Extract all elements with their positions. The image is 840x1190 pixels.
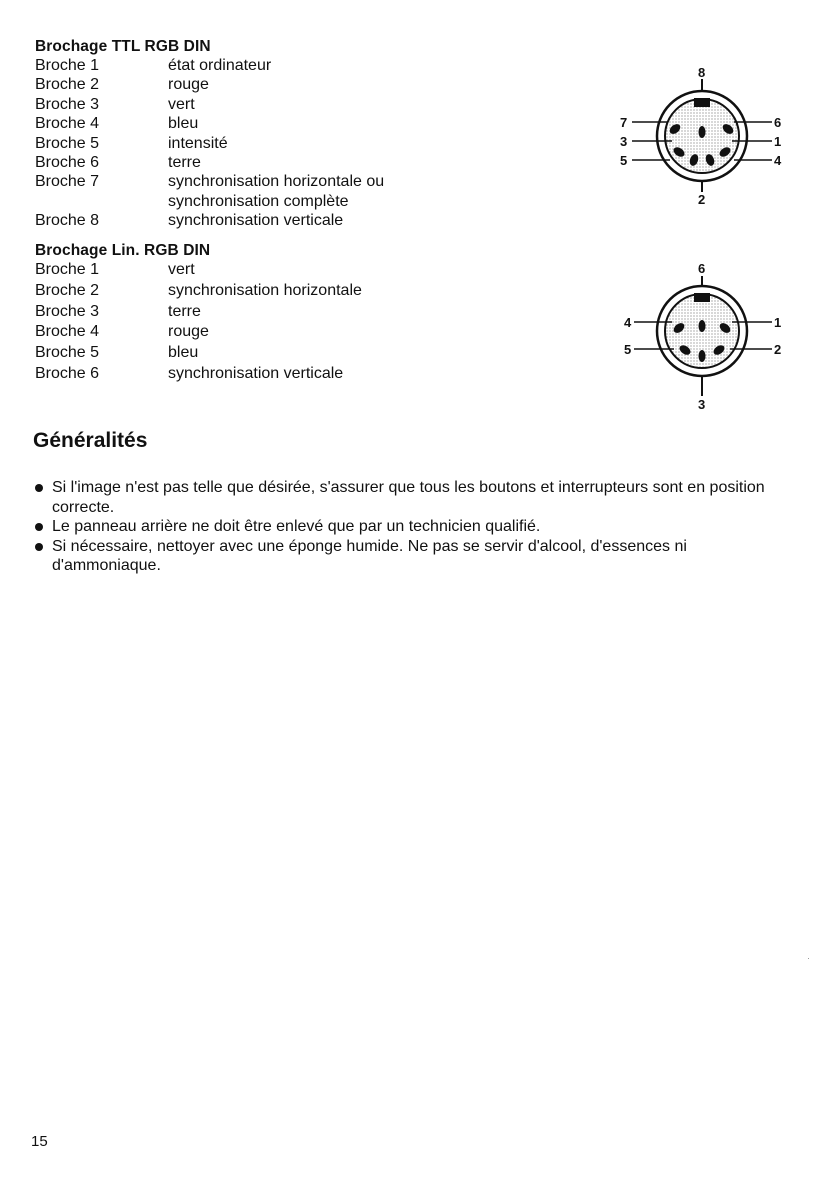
table-row — [35, 192, 384, 211]
table-row — [35, 281, 362, 302]
general-heading: Généralités — [33, 429, 148, 452]
pin-description: synchronisation verticale — [168, 364, 344, 382]
pin-description: rouge — [168, 323, 209, 341]
pin-description: synchronisation horizontale — [168, 281, 362, 299]
pin-description: synchronisation verticale — [168, 212, 344, 230]
pin-description: vert — [168, 95, 195, 113]
pin-label: Broche 1 — [35, 261, 100, 278]
table-row — [35, 260, 362, 281]
pin-label: Broche 3 — [35, 95, 100, 113]
pin-description: état ordinateur — [168, 57, 272, 74]
lin-pinout-table — [35, 260, 362, 385]
pin-label: Broche 2 — [35, 76, 100, 94]
pin-label: Broche 6 — [35, 154, 100, 172]
pin-number-label: 8 — [698, 65, 706, 80]
bullet-icon — [35, 484, 43, 492]
bullet-icon — [35, 523, 43, 531]
pin-description: bleu — [168, 344, 199, 362]
list-item — [35, 537, 795, 576]
bullet-text: Si nécessaire, nettoyer avec une éponge humide. Ne pas se servir d'alcool, d'essences ni d'ammoniaque. — [52, 537, 687, 574]
lin-din-connector-diagram — [612, 258, 792, 421]
list-item — [35, 478, 795, 517]
table-row — [35, 114, 384, 133]
ttl-din-connector-diagram — [612, 64, 792, 219]
pin-label: Broche 8 — [35, 212, 100, 230]
pin-number-label: 3 — [620, 134, 628, 149]
pin-label: Broche 6 — [35, 364, 100, 382]
scan-speck — [808, 958, 809, 959]
table-row — [35, 172, 384, 191]
bullet-text: Si l'image n'est pas telle que désirée, s'assurer que tous les boutons et interrupteurs sont en position correcte. — [52, 479, 765, 516]
table-row — [35, 302, 362, 323]
table-row — [35, 153, 384, 172]
pin-number-label: 1 — [774, 315, 782, 330]
pin-description: intensité — [168, 134, 228, 152]
pin-description: synchronisation complète — [168, 192, 349, 210]
pin-label: Broche 4 — [35, 323, 100, 341]
pin-label: Broche 5 — [35, 344, 100, 362]
ttl-pinout-table — [35, 56, 384, 231]
pin-number-label: 4 — [774, 153, 782, 168]
page-number: 15 — [31, 1133, 48, 1150]
pin-description: terre — [168, 302, 201, 320]
pin-label: Broche 4 — [35, 115, 100, 133]
pin-label: Broche 3 — [35, 302, 100, 320]
lin-pinout-heading: Brochage Lin. RGB DIN — [35, 242, 211, 259]
table-row — [35, 211, 384, 230]
pin-label — [35, 192, 168, 211]
pin-number-label: 3 — [698, 397, 706, 412]
pin-description: rouge — [168, 76, 209, 94]
general-bullet-list — [35, 478, 795, 576]
pin-number-label: 2 — [774, 342, 782, 357]
pin-description: bleu — [168, 115, 199, 133]
ttl-pinout-heading: Brochage TTL RGB DIN — [35, 38, 211, 55]
bullet-text: Le panneau arrière ne doit être enlevé que par un technicien qualifié. — [52, 518, 541, 535]
pin-number-label: 6 — [774, 115, 782, 130]
pin-number-label: 7 — [620, 115, 628, 130]
pin-description: terre — [168, 154, 201, 172]
list-item — [35, 517, 795, 537]
pin-number-label: 2 — [698, 192, 706, 207]
pin-label: Broche 2 — [35, 281, 100, 299]
pin-label: Broche 7 — [35, 173, 100, 191]
pin-number-label: 6 — [698, 261, 706, 276]
pin-number-label: 4 — [624, 315, 632, 330]
table-row — [35, 364, 362, 385]
pin-description: synchronisation horizontale ou — [168, 173, 385, 191]
table-row — [35, 134, 384, 153]
pin-label: Broche 1 — [35, 57, 100, 74]
table-row — [35, 343, 362, 364]
table-row — [35, 75, 384, 94]
table-row — [35, 56, 384, 75]
pin-number-label: 5 — [620, 153, 628, 168]
table-row — [35, 322, 362, 343]
bullet-icon — [35, 543, 43, 551]
table-row — [35, 95, 384, 114]
pin-label: Broche 5 — [35, 134, 100, 152]
pin-description: vert — [168, 261, 195, 278]
pin-number-label: 5 — [624, 342, 632, 357]
pin-number-label: 1 — [774, 134, 782, 149]
